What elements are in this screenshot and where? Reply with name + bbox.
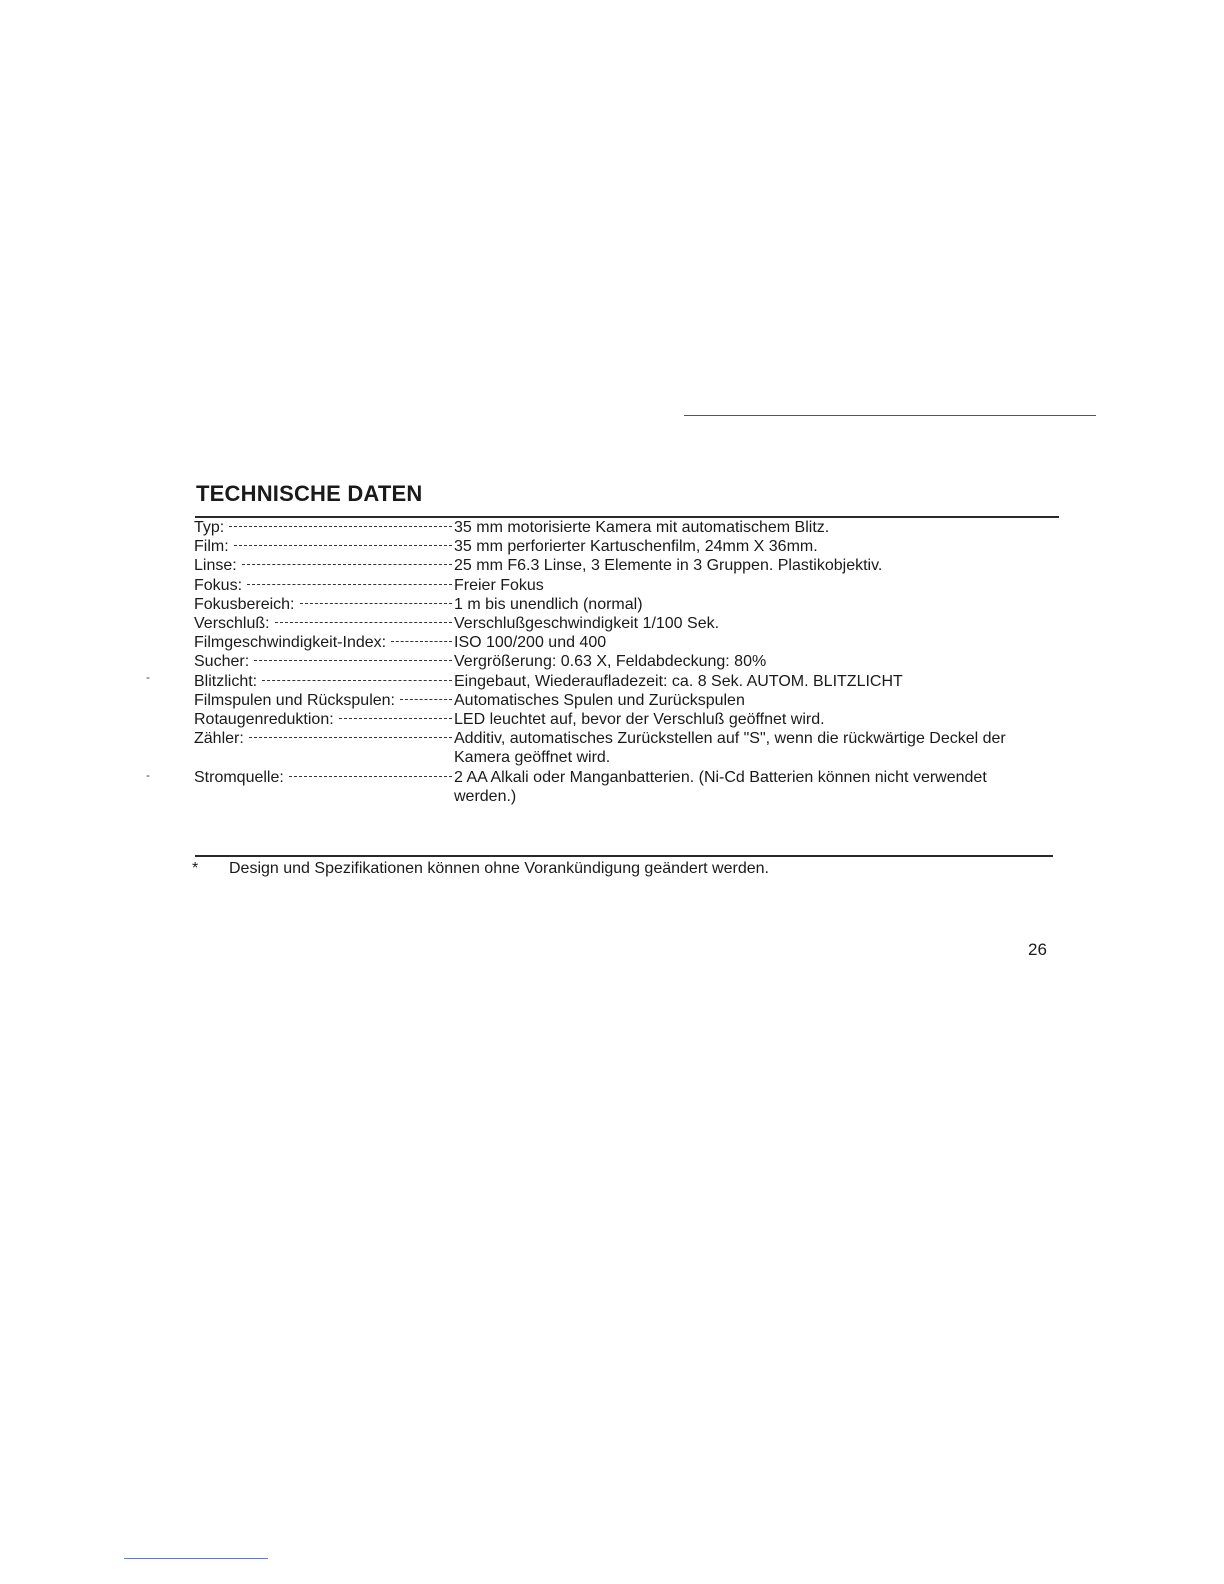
spec-value: 25 mm F6.3 Linse, 3 Elemente in 3 Gruppen. Plastikobjektiv. <box>454 557 883 575</box>
leader-line <box>275 622 452 623</box>
spec-label: Typ: <box>194 519 225 536</box>
spec-value: Automatisches Spulen und Zurückspulen <box>454 691 745 709</box>
leader-line <box>262 680 452 681</box>
footnote-marker: * <box>192 860 199 877</box>
spec-label: Sucher: <box>194 653 250 671</box>
spec-row-verschluss <box>194 614 1034 633</box>
leader-line <box>339 718 452 719</box>
spec-value: 35 mm perforierter Kartuschenfilm, 24mm X 36mm. <box>454 538 818 556</box>
leader-line <box>234 545 452 546</box>
spec-label: Blitzlicht: <box>194 672 258 690</box>
spec-value: ISO 100/200 und 400 <box>454 634 607 652</box>
leader-line <box>229 526 452 527</box>
spec-label: Film: <box>194 538 229 556</box>
spec-label: Fokusbereich: <box>194 595 295 613</box>
spec-row-typ <box>194 518 1034 537</box>
spec-label: Rotaugenreduktion: <box>194 711 334 729</box>
spec-row-sucher <box>194 652 1034 671</box>
spec-row-film <box>194 537 1034 556</box>
spec-label: Zähler: <box>194 730 244 748</box>
spec-row-fokus <box>194 576 1034 595</box>
spec-row-fokusbereich <box>194 595 1034 614</box>
margin-mark: - <box>146 768 150 782</box>
spec-value: 1 m bis unendlich (normal) <box>454 595 643 613</box>
spec-label: Linse: <box>194 557 237 575</box>
footnote-divider <box>195 855 1053 857</box>
spec-value: 35 mm motorisierte Kamera mit automatischem Blitz. <box>454 519 830 536</box>
spec-label: Stromquelle: <box>194 768 284 786</box>
leader-line <box>300 603 453 604</box>
spec-label: Verschluß: <box>194 615 270 633</box>
footnote-text: Design und Spezifikationen können ohne Vorankündigung geändert werden. <box>229 860 769 877</box>
spec-label: Fokus: <box>194 576 243 594</box>
leader-line <box>400 699 452 700</box>
leader-line <box>249 737 452 738</box>
spec-row-filmgeschwindigkeit <box>194 633 1034 652</box>
spec-row-blitzlicht <box>194 672 1034 691</box>
spec-value: 2 AA Alkali oder Manganbatterien. (Ni-Cd Batterien können nicht verwendet werden.) <box>454 768 987 805</box>
spec-label: Filmgeschwindigkeit-Index: <box>194 634 387 652</box>
spec-row-filmspulen <box>194 691 1034 710</box>
leader-line <box>254 660 452 661</box>
spec-value: Additiv, automatisches Zurückstellen auf "S", wenn die rückwärtige Deckel der Kamera geöffnet wird. <box>454 730 1006 767</box>
leader-line <box>289 776 452 777</box>
spec-value: Verschlußgeschwindigkeit 1/100 Sek. <box>454 615 720 633</box>
spec-row-rotaugenreduktion <box>194 710 1034 729</box>
top-divider <box>684 415 1096 416</box>
spec-list <box>194 518 1034 806</box>
footnote <box>192 860 1052 878</box>
bottom-divider <box>124 1558 268 1559</box>
spec-value: Freier Fokus <box>454 576 544 594</box>
spec-value: Vergrößerung: 0.63 X, Feldabdeckung: 80% <box>454 653 767 671</box>
spec-row-stromquelle <box>194 768 1034 806</box>
spec-value: LED leuchtet auf, bevor der Verschluß geöffnet wird. <box>454 711 825 729</box>
leader-line <box>242 564 452 565</box>
page-number: 26 <box>1028 940 1047 959</box>
section-title: TECHNISCHE DATEN <box>196 481 423 506</box>
spec-row-linse <box>194 556 1034 575</box>
spec-row-zaehler <box>194 729 1034 767</box>
leader-line <box>391 641 452 642</box>
spec-value: Eingebaut, Wiederaufladezeit: ca. 8 Sek. AUTOM. BLITZLICHT <box>454 672 903 690</box>
margin-mark: - <box>146 670 150 684</box>
spec-label: Filmspulen und Rückspulen: <box>194 691 395 709</box>
leader-line <box>247 584 452 585</box>
